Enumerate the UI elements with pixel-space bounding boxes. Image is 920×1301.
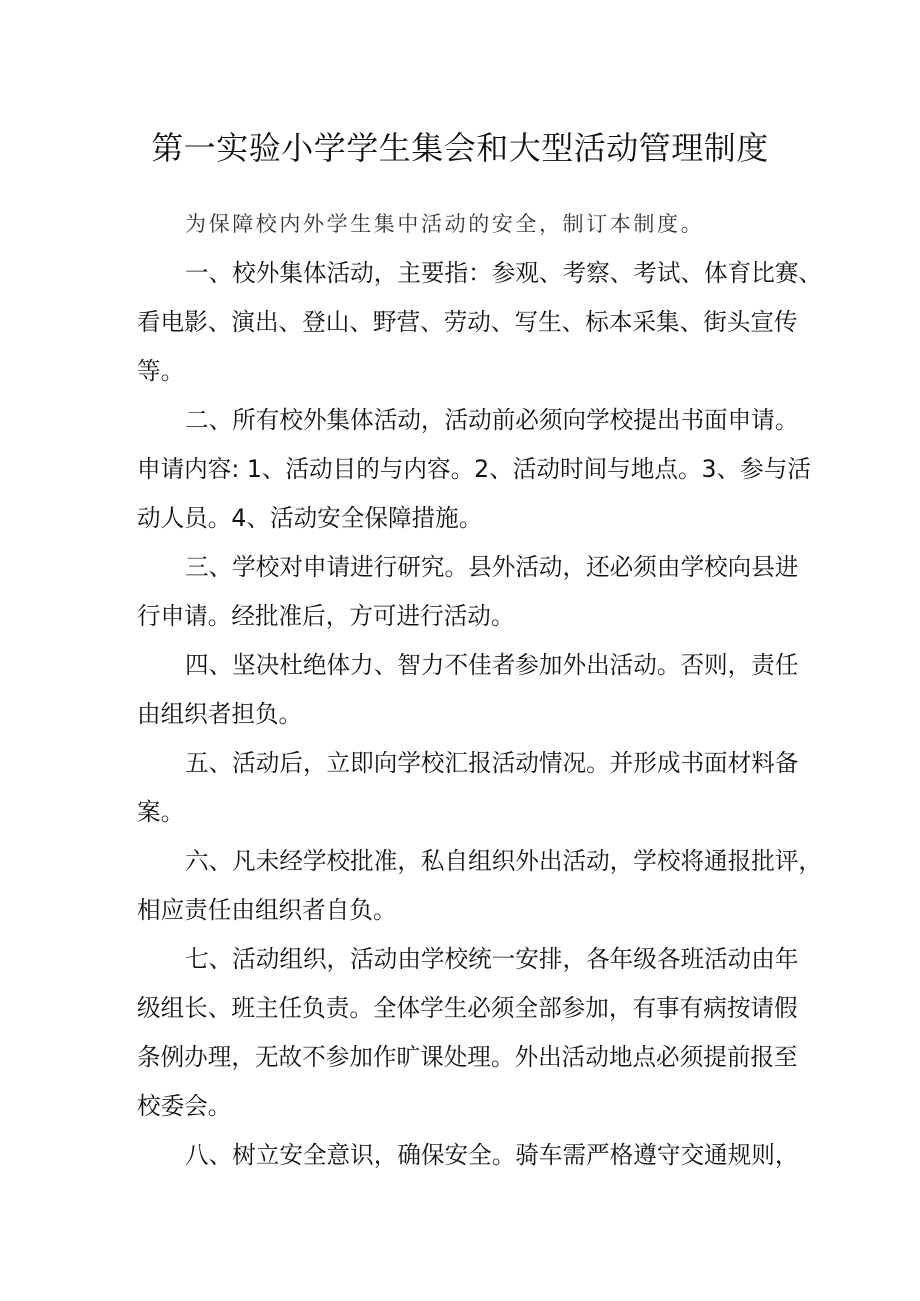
paragraph-line: 五、活动后，立即向学校汇报活动情况。并形成书面材料备 — [185, 749, 799, 777]
paragraph — [137, 1131, 807, 1180]
paragraph-line: 动人员。4、活动安全保障措施。 — [137, 504, 483, 532]
paragraph-line: 八、树立安全意识，确保安全。骑车需严格遵守交通规则， — [185, 1141, 799, 1169]
paragraph — [137, 396, 811, 543]
paragraph-line: 六、凡未经学校批准，私自组织外出活动，学校将通报批评， — [185, 847, 823, 875]
paragraph-line: 四、坚决杜绝体力、智力不佳者参加外出活动。否则，责任 — [185, 651, 799, 679]
paragraph-line: 等。 — [137, 357, 185, 385]
paragraph-line: 三、学校对申请进行研究。县外活动，还必须由学校向县进 — [185, 553, 799, 581]
paragraph-line: 二、所有校外集体活动，活动前必须向学校提出书面申请。 — [185, 406, 799, 434]
paragraph — [137, 641, 807, 739]
paragraph-line: 条例办理，无故不参加作旷课处理。外出活动地点必须提前报至 — [137, 1043, 798, 1071]
paragraph-line: 级组长、班主任负责。全体学生必须全部参加，有事有病按请假 — [137, 994, 798, 1022]
document-body — [137, 200, 823, 1180]
paragraph-line: 行申请。经批准后，方可进行活动。 — [137, 602, 515, 630]
paragraph — [137, 837, 823, 935]
paragraph-line: 看电影、演出、登山、野营、劳动、写生、标本采集、街头宣传 — [137, 308, 798, 336]
paragraph-line: 申请内容: 1、活动目的与内容。2、活动时间与地点。3、参与活 — [137, 455, 811, 483]
paragraph-line: 相应责任由组织者自负。 — [137, 896, 397, 924]
paragraph — [137, 935, 807, 1131]
paragraph-line: 七、活动组织，活动由学校统一安排，各年级各班活动由年 — [185, 945, 799, 973]
paragraph — [137, 543, 807, 641]
paragraph-line: 一、校外集体活动，主要指：参观、考察、考试、体育比赛、 — [185, 259, 823, 287]
paragraph — [137, 249, 823, 396]
document-title: 第一实验小学学生集会和大型活动管理制度 — [151, 129, 769, 167]
paragraph-line: 校委会。 — [137, 1092, 232, 1120]
paragraph-line: 案。 — [137, 798, 185, 826]
paragraph — [137, 739, 807, 837]
paragraph-line: 由组织者担负。 — [137, 700, 303, 728]
intro-paragraph: 为保障校内外学生集中活动的安全，制订本制度。 — [185, 212, 705, 236]
